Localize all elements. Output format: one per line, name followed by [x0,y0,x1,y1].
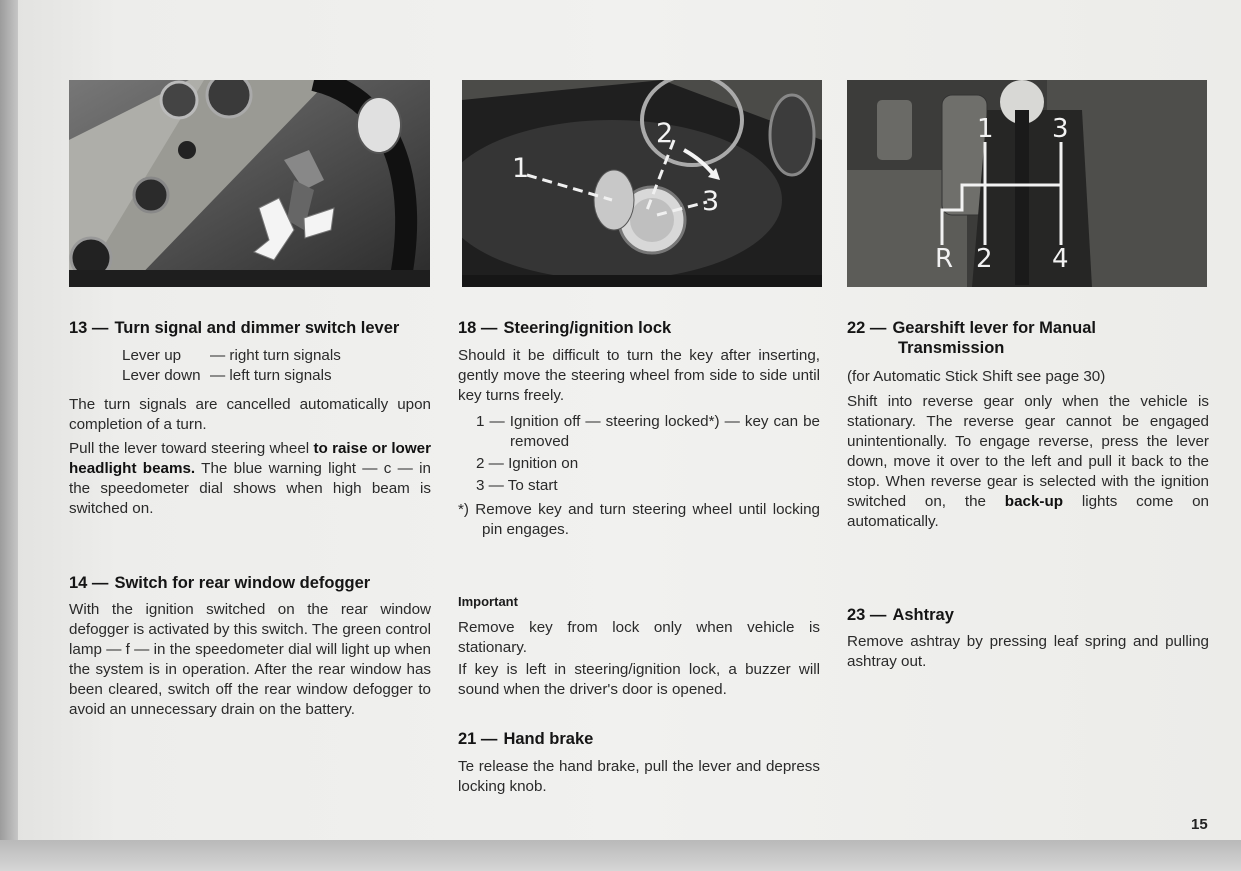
manual-page [18,0,1241,840]
gearshift-photo-svg [847,80,1207,287]
section-21-heading [458,729,593,749]
section-22-paragraph-0: (for Automatic Stick Shift see page 30) [847,368,1106,385]
section-18-number: 18 — [458,319,498,337]
section-21-title: Hand brake [503,730,594,748]
photo-ignition-lock [462,80,822,287]
section-23-paragraph-1: Remove ashtray by pressing leaf spring and pulling ashtray out. [847,633,1209,670]
photo-gearshift [847,80,1207,287]
section-23-body [847,632,1209,672]
important-paragraph-1: Remove key from lock only when vehicle is stationary. [458,619,820,656]
section-22-title-line-2: Transmission [898,339,1005,357]
section-22-paragraph-1 [847,392,1209,532]
section-23-title: Ashtray [892,606,954,624]
section-14-heading [69,573,370,593]
section-21-number: 21 — [458,730,498,748]
section-18-heading [458,318,671,338]
section-18-footnote: *) Remove key and turn steering wheel until locking pin engages. [458,501,820,538]
section-22-p1-end: lights come on automatically. [847,493,1209,530]
important-label: Important [458,594,518,609]
section-13-p2-start: Pull the lever toward steering wheel [69,440,314,457]
section-13-paragraph-2 [69,439,431,519]
lock-label-2: 2 [656,118,674,149]
section-21-body [458,757,820,797]
section-18-item-3: 3 — To start [476,477,558,494]
section-13-p2-end: The blue warning light — c — in the speedometer dial shows when high beam is switched on. [69,460,431,517]
section-18-paragraph-1: Should it be difficult to turn the key after inserting, gently move the steering wheel from side to side until key turns freely. [458,347,820,404]
section-23-heading [847,605,954,625]
lever-up-label: Lever up [122,347,182,364]
gear-label-2: 2 [976,244,993,274]
lever-down-value: — left turn signals [210,367,332,384]
section-22-heading [847,318,1209,358]
section-23-number: 23 — [847,606,887,624]
section-18-item-2: 2 — Ignition on [476,455,579,472]
section-13-title: Turn signal and dimmer switch lever [114,319,400,337]
section-18-important [458,592,820,700]
bottom-strip [0,840,1241,871]
section-18-item-1: 1 — Ignition off — steering locked*) — key can be removed [476,413,820,450]
gear-label-4: 4 [1052,244,1069,274]
section-18-title: Steering/ignition lock [503,319,672,337]
section-22-number: 22 — [847,319,887,337]
photo-turn-signal-lever [69,80,430,287]
page-number: 15 [1191,816,1208,833]
gear-label-r: R [935,244,954,274]
section-14-number: 14 — [69,574,109,592]
lock-label-3: 3 [702,186,720,217]
section-13-lever-table [122,346,422,386]
lock-label-1: 1 [512,153,530,184]
section-18-body [458,346,820,540]
important-paragraph-2: If key is left in steering/ignition lock, a buzzer will sound when the driver's door is opened. [458,661,820,698]
section-13-paragraph-1: The turn signals are cancelled automatically upon completion of a turn. [69,396,431,433]
ignition-lock-photo-svg [462,80,822,287]
section-22-body [847,367,1209,532]
section-18-list [458,412,820,496]
section-22-title-line-1: Gearshift lever for Manual [892,319,1096,337]
section-13-body [69,395,431,519]
gear-label-3: 3 [1052,114,1069,144]
section-13-heading [69,318,399,338]
binding-edge [0,0,18,871]
section-22-p1-bold: back-up [1004,493,1064,510]
section-14-body [69,600,431,720]
lever-down-label: Lever down [122,367,201,384]
lever-up-value: — right turn signals [210,347,341,364]
section-14-title: Switch for rear window defogger [114,574,371,592]
turn-signal-photo-svg [69,80,430,287]
section-13-p2-bold: to raise or lower headlight beams. [69,440,431,477]
section-13-number: 13 — [69,319,109,337]
section-21-paragraph-1: Te release the hand brake, pull the lever and depress locking knob. [458,758,820,795]
gear-label-1: 1 [977,114,994,144]
section-14-paragraph-1: With the ignition switched on the rear window defogger is activated by this switch. The green control lamp — f — in the speedometer dial will light up when the system is in operation. After the rear window has been cleared, switch off the rear window defogger to avoid an unnecessary drain on the battery. [69,601,431,718]
section-22-p1-start: Shift into reverse gear only when the vehicle is stationary. The reverse gear cannot be engaged unintentionally. To engage reverse, press the lever down, move it over to the left and pull it back to the stop. When reverse gear is selected with the ignition switched on, the [847,393,1209,510]
